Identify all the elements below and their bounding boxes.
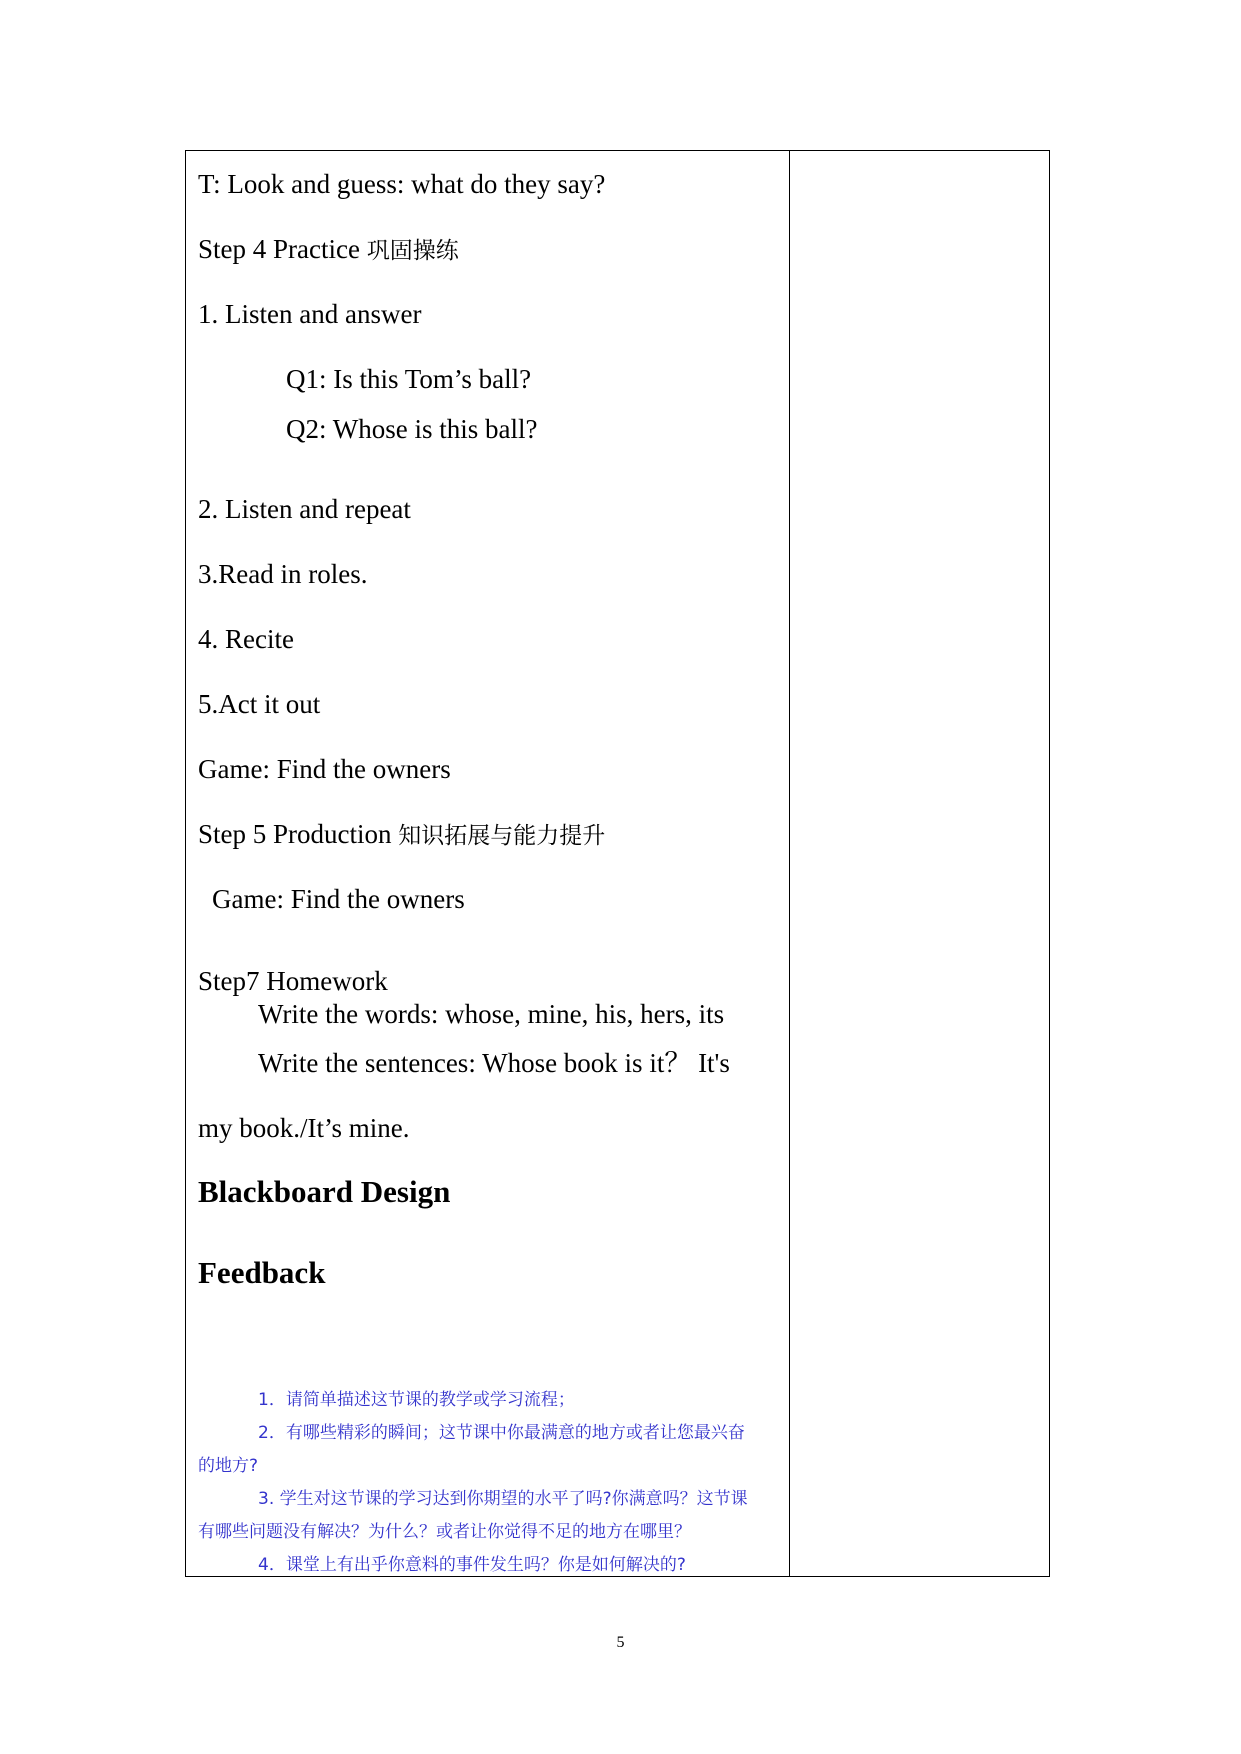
feedback-prompt-2-cont: 的地方?	[198, 1456, 259, 1476]
feedback-prompt-2: 2．有哪些精彩的瞬间；这节课中你最满意的地方或者让您最兴奋	[258, 1423, 745, 1443]
recite: 4. Recite	[198, 624, 294, 654]
act-out: 5.Act it out	[198, 689, 321, 719]
feedback-prompt-1: 1．请简单描述这节课的教学或学习流程；	[258, 1390, 575, 1410]
column-divider	[789, 151, 790, 1576]
homework-sentences: Write the sentences: Whose book is it？ It's	[258, 1048, 730, 1078]
step5-heading	[198, 819, 605, 851]
step5-title-cn: 知识拓展与能力提升	[398, 823, 606, 849]
step4-heading	[198, 234, 459, 266]
blackboard-design-heading: Blackboard Design	[198, 1174, 451, 1209]
homework-words: Write the words: whose, mine, his, hers, its	[258, 999, 725, 1029]
feedback-heading: Feedback	[198, 1255, 326, 1290]
homework-sentences-cont: my book./It’s mine.	[198, 1113, 410, 1143]
listen-answer: 1. Listen and answer	[198, 299, 422, 329]
guess-instruction: T: Look and guess: what do they say?	[198, 169, 606, 199]
game-find-owners: Game: Find the owners	[198, 754, 451, 784]
feedback-prompt-4: 4．课堂上有出乎你意料的事件发生吗？你是如何解决的?	[258, 1555, 686, 1575]
page-number: 5	[616, 1634, 625, 1651]
question-2: Q2: Whose is this ball?	[286, 414, 538, 444]
step4-title: Step 4 Practice	[198, 234, 367, 264]
step4-title-cn: 巩固操练	[366, 238, 459, 264]
step5-title: Step 5 Production	[198, 819, 399, 849]
read-roles: 3.Read in roles.	[198, 559, 368, 589]
listen-repeat: 2. Listen and repeat	[198, 494, 411, 524]
game-find-owners-2: Game: Find the owners	[212, 884, 465, 914]
question-1: Q1: Is this Tom’s ball?	[286, 364, 532, 394]
feedback-prompt-3-cont: 有哪些问题没有解决？为什么？或者让你觉得不足的地方在哪里？	[198, 1522, 691, 1542]
lesson-table	[185, 150, 1050, 1577]
feedback-prompt-3: 3. 学生对这节课的学习达到你期望的水平了吗?你满意吗？这节课	[258, 1489, 748, 1509]
step7-heading: Step7 Homework	[198, 966, 388, 996]
